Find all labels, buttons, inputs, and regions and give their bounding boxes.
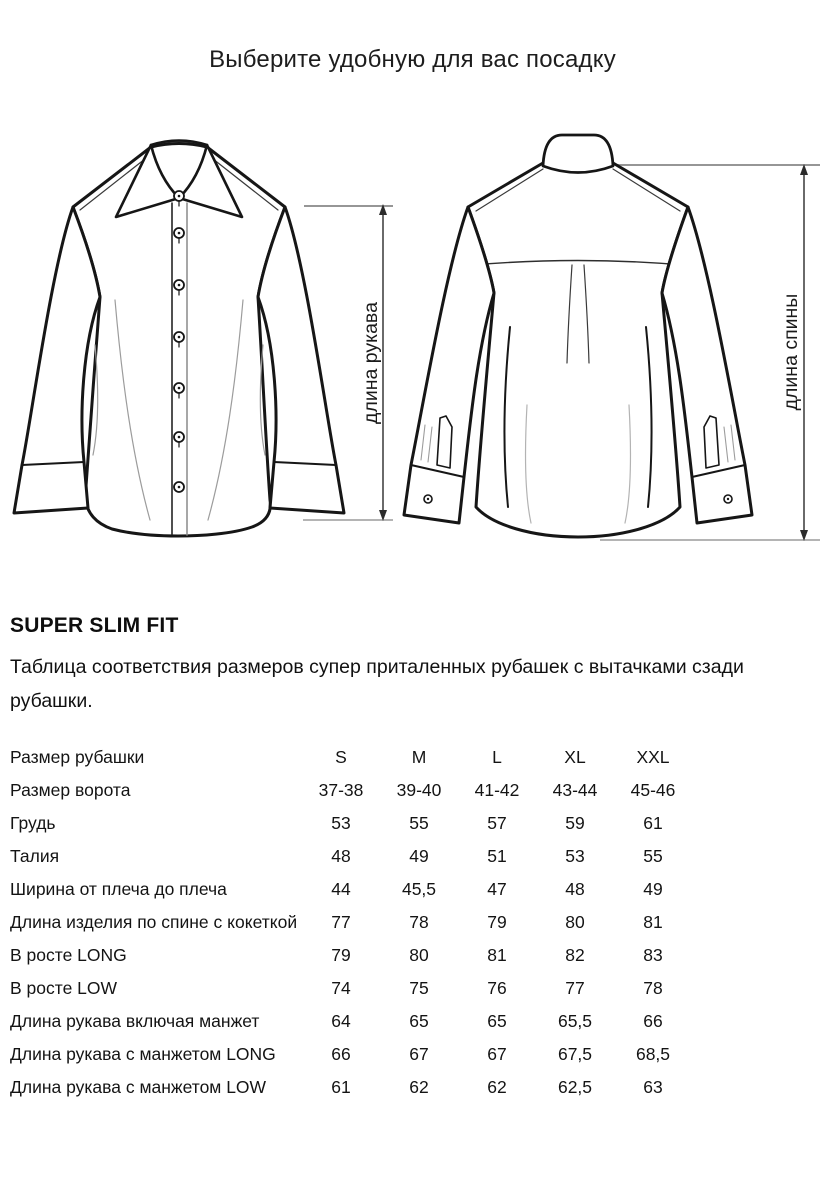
cell-value: L xyxy=(492,747,502,767)
row-label: Длина изделия по спине с кокеткой xyxy=(10,912,298,932)
table-row xyxy=(10,1071,692,1104)
cell-value: 79 xyxy=(487,912,507,932)
cell-value: 81 xyxy=(643,912,663,932)
cell-value: XL xyxy=(564,747,586,767)
cell-value: 63 xyxy=(643,1077,663,1097)
cell-value: 47 xyxy=(487,879,507,899)
cell-value: 80 xyxy=(409,945,429,965)
table-row xyxy=(10,774,692,807)
cell-value: 39-40 xyxy=(396,780,442,800)
back-collar-band xyxy=(543,135,613,173)
cell-value: 77 xyxy=(331,912,351,932)
cell-value: 82 xyxy=(565,945,585,965)
cell-value: 75 xyxy=(409,978,429,998)
shirt-back-drawing xyxy=(404,135,752,537)
cell-value: 49 xyxy=(643,879,663,899)
back-body xyxy=(468,163,688,537)
cuff-button-dot xyxy=(427,498,429,500)
row-label: Длина рукава с манжетом LOW xyxy=(10,1077,267,1097)
row-label: Грудь xyxy=(10,813,56,833)
row-label: Размер рубашки xyxy=(10,747,145,767)
shirt-diagram-svg xyxy=(0,115,825,575)
cell-value: 74 xyxy=(331,978,351,998)
front-right-sleeve xyxy=(258,207,344,513)
sleeve-placket xyxy=(437,416,452,468)
fit-heading: SUPER SLIM FIT xyxy=(10,614,179,637)
cell-value: 80 xyxy=(565,912,585,932)
page-title: Выберите удобную для вас посадку xyxy=(209,46,616,73)
cell-value: 61 xyxy=(331,1077,351,1097)
fit-description: Таблица соответствия размеров супер приталенных рубашек с вытачками сзади рубашки. xyxy=(10,656,744,712)
cell-value: 83 xyxy=(643,945,663,965)
table-row xyxy=(10,939,692,972)
cell-value: 43-44 xyxy=(552,780,598,800)
cell-value: 48 xyxy=(565,879,585,899)
cell-value: 44 xyxy=(331,879,351,899)
cell-value: 57 xyxy=(487,813,507,833)
cell-value: 37-38 xyxy=(318,780,364,800)
cell-value: 78 xyxy=(409,912,429,932)
table-row xyxy=(10,741,692,774)
cell-value: 48 xyxy=(331,846,351,866)
cell-value: M xyxy=(411,747,427,767)
cell-value: 41-42 xyxy=(474,780,520,800)
cell-value: 78 xyxy=(643,978,663,998)
cell-value: 77 xyxy=(565,978,585,998)
cuff-button-dot xyxy=(727,498,729,500)
table-row xyxy=(10,906,692,939)
cell-value: 62 xyxy=(409,1077,429,1097)
cell-value: 45,5 xyxy=(401,879,437,899)
cell-value: 61 xyxy=(643,813,663,833)
cell-value: 64 xyxy=(331,1011,351,1031)
sleeve-placket xyxy=(704,416,719,468)
shirt-front-drawing xyxy=(14,141,344,537)
cell-value: 51 xyxy=(487,846,507,866)
table-row xyxy=(10,840,692,873)
cell-value: 79 xyxy=(331,945,351,965)
table-row xyxy=(10,873,692,906)
shirt-diagrams xyxy=(0,115,825,575)
cell-value: 62,5 xyxy=(557,1077,593,1097)
row-label: Длина рукава включая манжет xyxy=(10,1011,260,1031)
cell-value: 45-46 xyxy=(630,780,676,800)
cell-value: 55 xyxy=(409,813,429,833)
cell-value: 59 xyxy=(565,813,585,833)
table-row xyxy=(10,1005,692,1038)
table-row xyxy=(10,807,692,840)
row-label: Ширина от плеча до плеча xyxy=(10,879,227,899)
cell-value: 67 xyxy=(409,1044,429,1064)
cell-value: 55 xyxy=(643,846,663,866)
table-row xyxy=(10,1038,692,1071)
cell-value: 67 xyxy=(487,1044,507,1064)
row-label: Размер ворота xyxy=(10,780,131,800)
cell-value: 66 xyxy=(331,1044,351,1064)
cell-value: 76 xyxy=(487,978,507,998)
row-label: В росте LONG xyxy=(10,945,127,965)
row-label: В росте LOW xyxy=(10,978,118,998)
cell-value: 49 xyxy=(409,846,429,866)
cell-value: 66 xyxy=(643,1011,663,1031)
cell-value: 62 xyxy=(487,1077,507,1097)
size-table xyxy=(10,741,692,1104)
row-label: Талия xyxy=(10,846,60,866)
cell-value: 67,5 xyxy=(557,1044,593,1064)
cell-value: 65 xyxy=(487,1011,507,1031)
cell-value: 65,5 xyxy=(557,1011,593,1031)
cell-value: XXL xyxy=(636,747,670,767)
cell-value: 53 xyxy=(565,846,585,866)
table-row xyxy=(10,972,692,1005)
row-label: Длина рукава с манжетом LONG xyxy=(10,1044,276,1064)
cell-value: 65 xyxy=(409,1011,429,1031)
cell-value: 81 xyxy=(487,945,507,965)
back-length-label: длина спины xyxy=(780,293,802,411)
cell-value: 68,5 xyxy=(635,1044,671,1064)
cell-value: 53 xyxy=(331,813,351,833)
cell-value: S xyxy=(335,747,347,767)
sleeve-length-label: длина рукава xyxy=(360,302,382,424)
